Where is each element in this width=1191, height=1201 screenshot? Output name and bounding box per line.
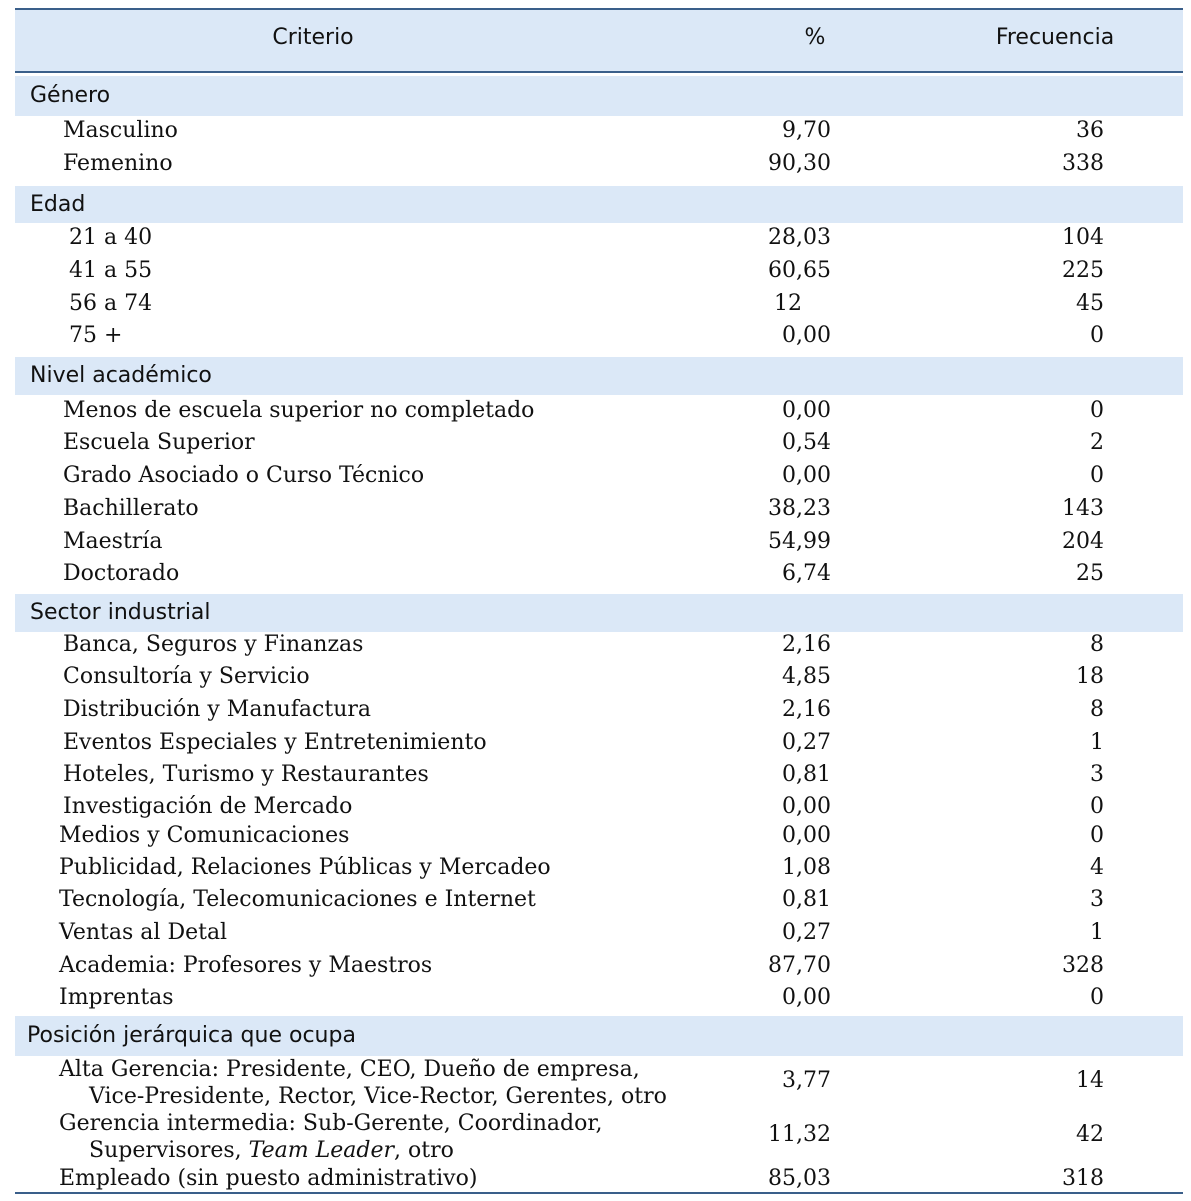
row-label: Imprentas — [59, 985, 174, 1010]
table-row — [15, 664, 1183, 697]
row-frequency: 36 — [1076, 118, 1104, 143]
row-frequency: 45 — [1076, 291, 1104, 316]
row-label-line2: Vice-Presidente, Rector, Vice-Rector, Gerentes, otro — [89, 1084, 667, 1109]
row-label: 21 a 40 — [69, 225, 153, 250]
table-row — [15, 496, 1183, 529]
table-row — [15, 887, 1183, 920]
section-nivel-academico: Nivel académico — [15, 357, 1183, 395]
row-frequency: 4 — [1090, 855, 1104, 880]
row-label-line2 — [59, 1137, 602, 1164]
table-bottom-rule — [15, 1192, 1183, 1194]
row-percent: 0,00 — [782, 794, 831, 819]
row-frequency: 3 — [1090, 887, 1104, 912]
row-percent: 0,00 — [782, 398, 831, 423]
row-label: Eventos Especiales y Entretenimiento — [63, 730, 487, 755]
table-row — [15, 398, 1183, 431]
row-frequency: 8 — [1090, 697, 1104, 722]
row-label-line1: Alta Gerencia: Presidente, CEO, Dueño de empresa, — [59, 1057, 640, 1082]
row-frequency: 318 — [1062, 1166, 1104, 1191]
row-label: Hoteles, Turismo y Restaurantes — [63, 762, 429, 787]
table-row — [15, 225, 1183, 258]
table-row — [15, 430, 1183, 463]
table-row — [15, 985, 1183, 1018]
row-frequency: 0 — [1090, 463, 1104, 488]
row-percent: 4,85 — [782, 664, 831, 689]
row-percent: 0,00 — [782, 323, 831, 348]
table-row — [15, 823, 1183, 856]
row-frequency: 0 — [1090, 794, 1104, 819]
demographics-table — [15, 8, 1183, 1194]
header-percent: % — [804, 25, 826, 50]
header-frequency: Frecuencia — [995, 25, 1115, 50]
row-label — [59, 1056, 667, 1110]
row-frequency: 8 — [1090, 632, 1104, 657]
table-row — [15, 855, 1183, 888]
header-criterio: Criterio — [272, 25, 354, 50]
row-percent: 0,81 — [782, 762, 831, 787]
table-row — [15, 1110, 1183, 1164]
row-percent: 0,81 — [782, 887, 831, 912]
row-label: Distribución y Manufactura — [63, 697, 371, 722]
row-percent: 0,00 — [782, 463, 831, 488]
table-row — [15, 323, 1183, 356]
row-label: Empleado (sin puesto administrativo) — [59, 1166, 478, 1191]
row-percent: 60,65 — [768, 258, 831, 283]
row-label: Masculino — [63, 118, 178, 143]
row-frequency: 204 — [1062, 529, 1104, 554]
row-frequency: 143 — [1062, 496, 1104, 521]
row-label-line2-a: Supervisores, — [89, 1138, 249, 1163]
row-percent: 38,23 — [768, 496, 831, 521]
row-percent: 2,16 — [782, 697, 831, 722]
row-label: Tecnología, Telecomunicaciones e Internet — [59, 887, 536, 912]
row-frequency: 2 — [1090, 430, 1104, 455]
row-frequency: 0 — [1090, 398, 1104, 423]
row-label: Investigación de Mercado — [63, 794, 353, 819]
row-frequency: 104 — [1062, 225, 1104, 250]
row-frequency: 0 — [1090, 323, 1104, 348]
row-label — [59, 1110, 602, 1164]
row-label: 56 a 74 — [69, 291, 153, 316]
row-frequency: 14 — [1076, 1068, 1104, 1093]
section-edad: Edad — [15, 186, 1183, 223]
row-label: Academia: Profesores y Maestros — [59, 953, 433, 978]
row-percent: 0,27 — [782, 730, 831, 755]
row-label: Ventas al Detal — [59, 920, 228, 945]
row-label: Menos de escuela superior no completado — [63, 398, 535, 423]
row-label: Doctorado — [63, 561, 180, 586]
row-label: 41 a 55 — [69, 258, 153, 283]
row-percent: 85,03 — [768, 1166, 831, 1191]
row-percent: 0,54 — [782, 430, 831, 455]
row-label: Banca, Seguros y Finanzas — [63, 632, 364, 657]
row-percent: 9,70 — [782, 118, 831, 143]
table-header — [15, 10, 1183, 73]
row-label: Consultoría y Servicio — [63, 664, 310, 689]
row-label-line2-em: Team Leader — [248, 1138, 394, 1163]
table-row — [15, 953, 1183, 986]
row-percent: 87,70 — [768, 953, 831, 978]
table-row — [15, 258, 1183, 291]
table-row — [15, 697, 1183, 730]
row-percent: 1,08 — [782, 855, 831, 880]
row-percent: 12 — [774, 291, 802, 316]
row-label: Bachillerato — [63, 496, 199, 521]
row-percent: 6,74 — [782, 561, 831, 586]
row-frequency: 18 — [1076, 664, 1104, 689]
row-label: Femenino — [63, 151, 173, 176]
row-percent: 0,00 — [782, 823, 831, 848]
section-genero: Género — [15, 76, 1183, 116]
row-frequency: 1 — [1090, 730, 1104, 755]
row-percent: 54,99 — [768, 529, 831, 554]
row-frequency: 42 — [1076, 1122, 1104, 1147]
table-row — [15, 632, 1183, 665]
row-frequency: 0 — [1090, 985, 1104, 1010]
row-frequency: 225 — [1062, 258, 1104, 283]
table-row — [15, 118, 1183, 151]
row-percent: 0,27 — [782, 920, 831, 945]
row-percent: 3,77 — [782, 1068, 831, 1093]
row-label: 75 + — [69, 323, 123, 348]
row-label-line1: Gerencia intermedia: Sub-Gerente, Coordinador, — [59, 1111, 603, 1136]
row-frequency: 328 — [1062, 953, 1104, 978]
table-row — [15, 291, 1183, 324]
row-frequency: 25 — [1076, 561, 1104, 586]
row-frequency: 0 — [1090, 823, 1104, 848]
row-frequency: 1 — [1090, 920, 1104, 945]
row-frequency: 338 — [1062, 151, 1104, 176]
table-row — [15, 762, 1183, 795]
row-frequency: 3 — [1090, 762, 1104, 787]
table-row — [15, 730, 1183, 763]
section-posicion-jerarquica: Posición jerárquica que ocupa — [15, 1016, 1183, 1056]
section-sector-industrial: Sector industrial — [15, 594, 1183, 632]
row-percent: 2,16 — [782, 632, 831, 657]
row-percent: 90,30 — [768, 151, 831, 176]
row-label: Grado Asociado o Curso Técnico — [63, 463, 425, 488]
row-percent: 0,00 — [782, 985, 831, 1010]
row-label: Escuela Superior — [63, 430, 255, 455]
table-row — [15, 151, 1183, 184]
row-label: Maestría — [63, 529, 163, 554]
table-row — [15, 529, 1183, 562]
table-row — [15, 463, 1183, 496]
row-label: Publicidad, Relaciones Públicas y Mercadeo — [59, 855, 551, 880]
row-percent: 28,03 — [768, 225, 831, 250]
table-row — [15, 561, 1183, 594]
row-label-line2-b: , otro — [394, 1138, 454, 1163]
table-row — [15, 920, 1183, 953]
row-label: Medios y Comunicaciones — [59, 823, 350, 848]
table-row — [15, 1056, 1183, 1110]
row-percent: 11,32 — [768, 1122, 831, 1147]
